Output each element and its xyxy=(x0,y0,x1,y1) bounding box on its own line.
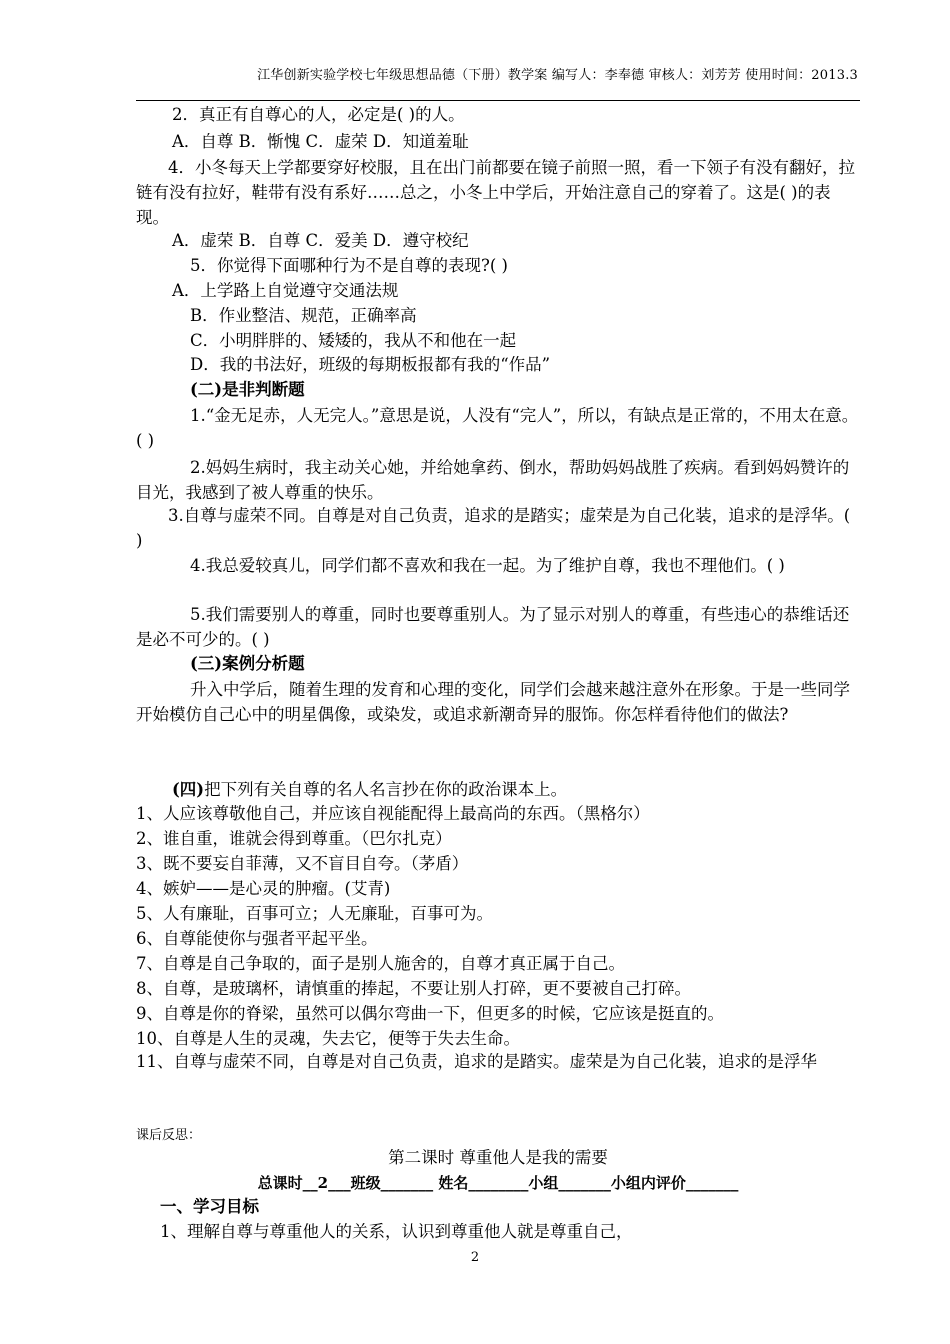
quotes-section-title xyxy=(172,779,860,801)
choice-q4: 4．小冬每天上学都要穿好校服，且在出门前都要在镜子前照一照，看一下领子有没有翻好，拉链有没有拉好，鞋带有没有系好……总之，小冬上中学后，开始注意自己的穿着了。这是( )的表现。 xyxy=(136,158,855,227)
quote-item-8: 8、自尊，是玻璃杯，请慎重的捧起，不要让别人打碎，更不要被自己打碎。 xyxy=(136,979,691,998)
case-text: 升入中学后，随着生理的发育和心理的变化，同学们会越来越注意外在形象。于是一些同学开始模仿自己心中的明星偶像，或染发，或追求新潮奇异的服饰。你怎样看待他们的做法? xyxy=(136,680,850,724)
learning-goals-title: 一、学习目标 xyxy=(160,1197,259,1216)
choice-q4-options: A．虚荣 B．自尊 C．爱美 D．遵守校纪 xyxy=(172,231,469,250)
choice-q5-a: A．上学路上自觉遵守交通法规 xyxy=(172,281,399,300)
quote-item-11: 11、自尊与虚荣不同，自尊是对自己负责，追求的是踏实。虚荣是为自己化装，追求的是浮华 xyxy=(136,1052,817,1071)
judge-item-1: 1.“金无足赤，人无完人。”意思是说，人没有“完人”，所以，有缺点是正常的，不用太在意。( ) xyxy=(136,406,859,450)
choice-q2: 2．真正有自尊心的人，必定是( )的人。 xyxy=(172,105,465,124)
judge-item-5: 5.我们需要别人的尊重，同时也要尊重别人。为了显示对别人的尊重，有些违心的恭维话还是必不可少的。( ) xyxy=(136,605,850,649)
lesson2-info-line: 总课时__2___班级_______ 姓名________小组_______小组内评价_______ xyxy=(257,1174,739,1192)
header-rule xyxy=(136,100,860,101)
case-section-title: (三)案例分析题 xyxy=(190,654,305,673)
quote-item-2: 2、谁自重，谁就会得到尊重。（巴尔扎克） xyxy=(136,829,452,848)
choice-q5: 5．你觉得下面哪种行为不是自尊的表现?( ) xyxy=(190,256,508,275)
learning-goal-1: 1、理解自尊与尊重他人的关系，认识到尊重他人就是尊重自己， xyxy=(160,1222,633,1241)
quote-item-9: 9、自尊是你的脊梁，虽然可以偶尔弯曲一下，但更多的时候，它应该是挺直的。 xyxy=(136,1004,724,1023)
judge-item-2: 2.妈妈生病时，我主动关心她，并给她拿药、倒水，帮助妈妈战胜了疾病。看到妈妈赞许的目光，我感到了被人尊重的快乐。 xyxy=(136,458,850,502)
quotes-title-number: (四) xyxy=(172,780,205,799)
judge-item-3: 3.自尊与虚荣不同。自尊是对自己负责，追求的是踏实；虚荣是为自己化装，追求的是浮华。( ) xyxy=(136,506,851,550)
quotes-title-text: 把下列有关自尊的名人名言抄在你的政治课本上。 xyxy=(204,780,568,799)
quote-item-5: 5、人有廉耻，百事可立；人无廉耻，百事可为。 xyxy=(136,904,493,923)
quote-item-10: 10、自尊是人生的灵魂，失去它，便等于失去生命。 xyxy=(136,1029,520,1048)
judge-item-4: 4.我总爱较真儿，同学们都不喜欢和我在一起。为了维护自尊，我也不理他们。( ) xyxy=(190,556,785,575)
choice-q5-b: B．作业整洁、规范，正确率高 xyxy=(190,306,417,325)
quote-item-3: 3、既不要妄自菲薄，又不盲目自夸。（茅盾） xyxy=(136,854,469,873)
choice-q5-c: C．小明胖胖的、矮矮的，我从不和他在一起 xyxy=(190,331,517,350)
quote-item-6: 6、自尊能使你与强者平起平坐。 xyxy=(136,929,378,948)
quote-item-7: 7、自尊是自己争取的，面子是别人施舍的，自尊才真正属于自己。 xyxy=(136,954,625,973)
page-number: 2 xyxy=(470,1250,480,1265)
judge-section-title: (二)是非判断题 xyxy=(190,380,305,399)
quote-item-4: 4、嫉妒——是心灵的肿瘤。(艾青) xyxy=(136,879,391,898)
page-header: 江华创新实验学校七年级思想品德（下册）教学案 编写人：李奉德 审核人：刘芳芳 使用时间：2013.3 xyxy=(257,68,858,83)
choice-q5-d: D．我的书法好，班级的每期板报都有我的“作品” xyxy=(190,355,551,374)
after-class-reflection: 课后反思： xyxy=(136,1128,202,1143)
lesson2-title: 第二课时 尊重他人是我的需要 xyxy=(388,1148,608,1167)
quote-item-1: 1、人应该尊敬他自己，并应该自视能配得上最高尚的东西。（黑格尔） xyxy=(136,804,650,823)
choice-q2-options: A．自尊 B．惭愧 C．虚荣 D．知道羞耻 xyxy=(172,132,469,151)
